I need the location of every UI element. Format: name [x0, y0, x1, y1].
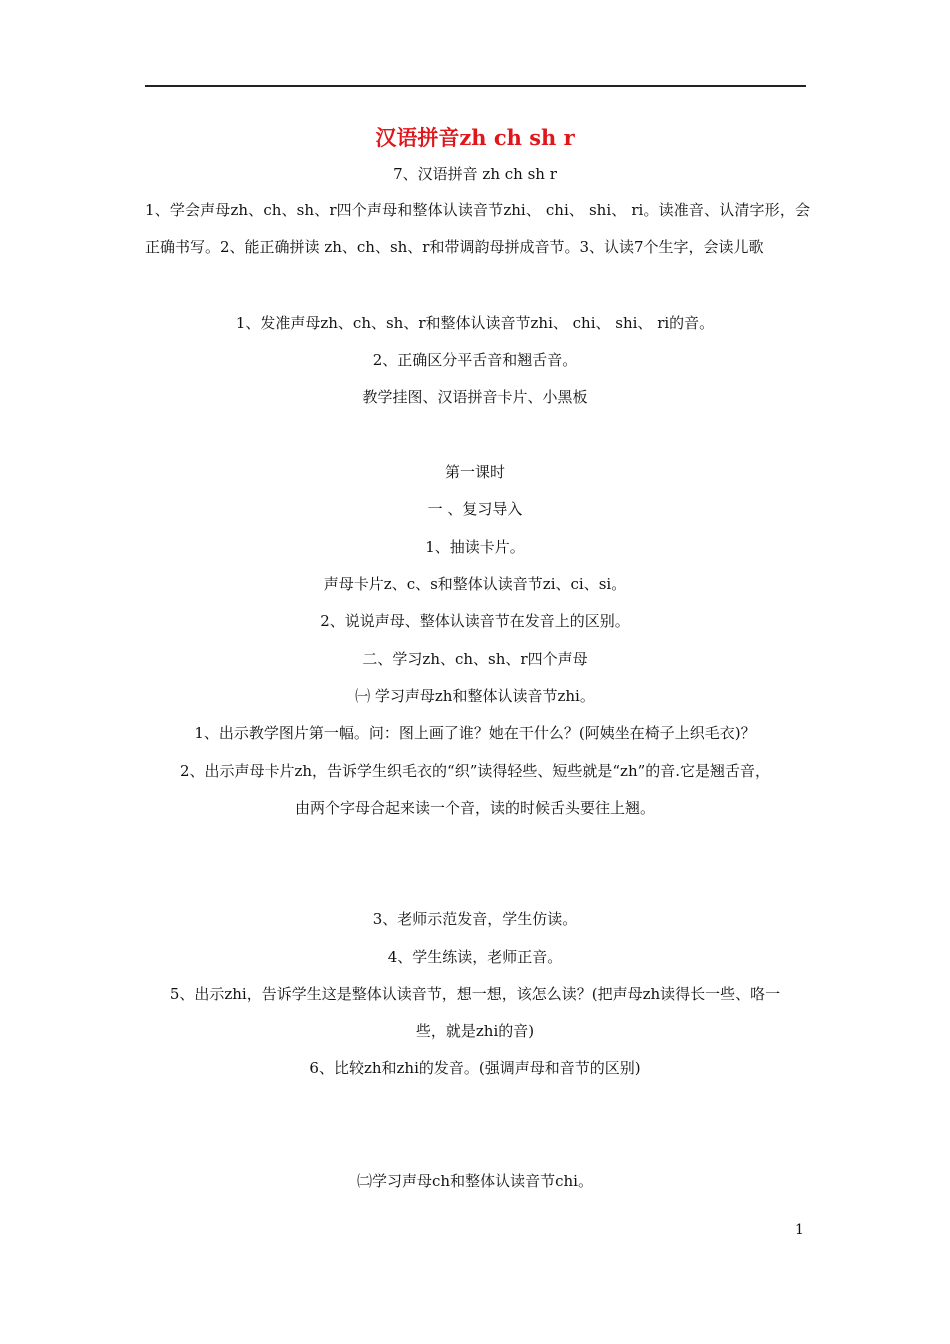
- lesson-subtitle: 7、汉语拼音 zh ch sh r: [393, 165, 557, 183]
- zh-step-2-continued: 由两个字母合起来读一个音，读的时候舌头要往上翘。: [294, 799, 655, 817]
- subsection-zh: ㈠ 学习声母zh和整体认读音节zhi。: [355, 687, 595, 705]
- zh-step-1: 1、出示教学图片第一幅。问：图上画了谁？她在干什么？(阿姨坐在椅子上织毛衣)？: [194, 724, 756, 742]
- review-cards: 声母卡片z、c、s和整体认读音节zi、ci、si。: [323, 575, 627, 593]
- zh-step-5-continued: 些，就是zhi的音): [415, 1022, 535, 1040]
- zh-step-3: 3、老师示范发音，学生仿读。: [372, 910, 578, 928]
- focus-item-2: 2、正确区分平舌音和翘舌音。: [372, 351, 578, 369]
- header-rule: [145, 85, 806, 87]
- teaching-materials: 教学挂图、汉语拼音卡片、小黑板: [362, 388, 588, 406]
- review-step-2: 2、说说声母、整体认读音节在发音上的区别。: [320, 612, 630, 630]
- subsection-ch: ㈡学习声母ch和整体认读音节chi。: [357, 1172, 593, 1190]
- section-heading-review: 一 、复习导入: [427, 500, 523, 518]
- zh-step-2: 2、出示声母卡片zh，告诉学生织毛衣的“织”读得轻些、短些就是“zh”的音.它是翘舌音，: [179, 762, 771, 780]
- page-number: 1: [795, 1222, 804, 1238]
- zh-step-6: 6、比较zh和zhi的发音。(强调声母和音节的区别): [309, 1059, 641, 1077]
- lesson-heading: 第一课时: [444, 463, 505, 481]
- focus-item-1: 1、发准声母zh、ch、sh、r和整体认读音节zhi、 chi、 shi、 ri的音。: [235, 314, 715, 332]
- section-heading-learn: 二、学习zh、ch、sh、r四个声母: [362, 650, 588, 668]
- zh-step-4: 4、学生练读，老师正音。: [387, 948, 563, 966]
- review-step-1: 1、抽读卡片。: [425, 538, 525, 556]
- zh-step-5: 5、出示zhi，告诉学生这是整体认读音节，想一想，该怎么读？(把声母zh读得长一些、咯一: [169, 985, 781, 1003]
- teaching-goals: 1、学会声母zh、ch、sh、r四个声母和整体认读音节zhi、 chi、 shi、 ri。读准音、认清字形，会正确书写。2、能正确拼读 zh、ch、sh、r和带调韵母拼成音节。3、认读7个生字，会读儿歌: [145, 201, 810, 256]
- document-title: 汉语拼音zh ch sh r: [375, 125, 575, 150]
